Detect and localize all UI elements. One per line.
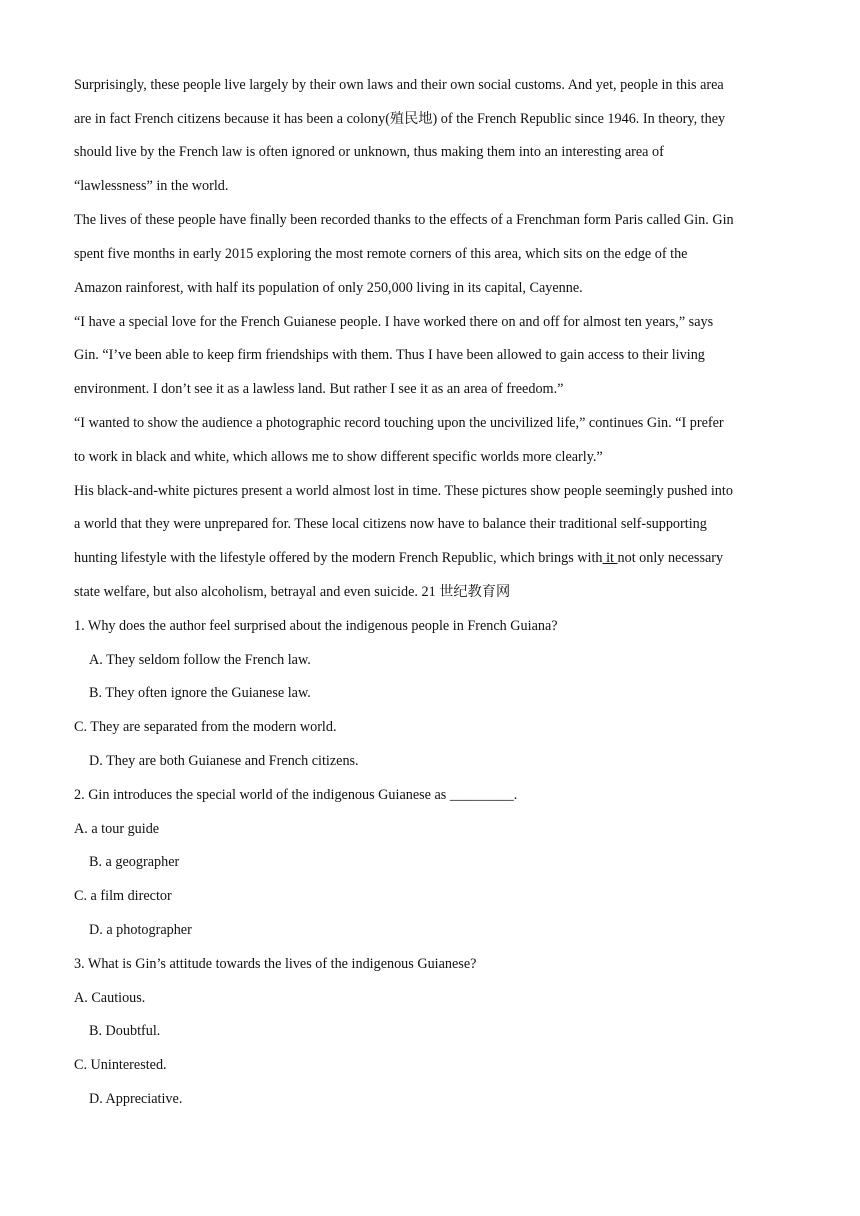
paragraph-5-line-3-start: hunting lifestyle with the lifestyle offered by the modern French Republic, which brings with — [74, 550, 603, 566]
question-2-option-c: C. a film director — [74, 888, 172, 904]
question-2-option-b: B. a geographer — [89, 854, 180, 870]
question-3-option-d: D. Appreciative. — [89, 1091, 183, 1107]
paragraph-3-line-3: environment. I don’t see it as a lawless land. But rather I see it as an area of freedom.” — [74, 381, 564, 397]
question-1-stem: 1. Why does the author feel surprised about the indigenous people in French Guiana? — [74, 618, 558, 634]
question-1-option-d: D. They are both Guianese and French citizens. — [89, 753, 359, 769]
paragraph-5-line-3-end: not only necessary — [617, 550, 724, 566]
question-2-option-a: A. a tour guide — [74, 821, 160, 837]
paragraph-3-line-2: Gin. “I’ve been able to keep firm friendships with them. Thus I have been allowed to gain access to their living — [74, 347, 705, 363]
paragraph-4-line-1: “I wanted to show the audience a photographic record touching upon the uncivilized life,” continues Gin. “I prefer — [74, 415, 724, 431]
question-1-option-a: A. They seldom follow the French law. — [89, 652, 311, 668]
question-2-option-d: D. a photographer — [89, 922, 192, 938]
question-3-option-b: B. Doubtful. — [89, 1023, 161, 1039]
question-1-option-c: C. They are separated from the modern world. — [74, 719, 337, 735]
paragraph-4-line-2: to work in black and white, which allows me to show different specific worlds more clearly.” — [74, 449, 603, 465]
underlined-word-it: it — [602, 550, 618, 566]
question-2-stem: 2. Gin introduces the special world of the indigenous Guianese as _________. — [74, 787, 518, 803]
paragraph-5-line-4: state welfare, but also alcoholism, betrayal and even suicide. 21 世纪教育网 — [74, 584, 511, 600]
paragraph-1-line-2: are in fact French citizens because it has been a colony(殖民地) of the French Republic since 1946. In theory, they — [74, 111, 726, 127]
question-3-option-c: C. Uninterested. — [74, 1057, 167, 1073]
paragraph-5-line-3 — [74, 548, 723, 568]
question-3-option-a: A. Cautious. — [74, 990, 146, 1006]
question-1-option-b: B. They often ignore the Guianese law. — [89, 685, 311, 701]
question-3-stem: 3. What is Gin’s attitude towards the lives of the indigenous Guianese? — [74, 956, 477, 972]
paragraph-2-line-2: spent five months in early 2015 exploring the most remote corners of this area, which sits on the edge of the — [74, 246, 688, 262]
paragraph-1-line-1: Surprisingly, these people live largely by their own laws and their own social customs. And yet, people in this area — [74, 77, 724, 93]
paragraph-3-line-1: “I have a special love for the French Guianese people. I have worked there on and off for almost ten years,” says — [74, 314, 714, 330]
paragraph-2-line-1: The lives of these people have finally been recorded thanks to the effects of a Frenchman form Paris called Gin. Gin — [74, 212, 734, 228]
paragraph-5-line-2: a world that they were unprepared for. These local citizens now have to balance their traditional self-supporting — [74, 516, 707, 532]
paragraph-2-line-3: Amazon rainforest, with half its population of only 250,000 living in its capital, Cayenne. — [74, 280, 583, 296]
paragraph-5-line-1: His black-and-white pictures present a world almost lost in time. These pictures show people seemingly pushed into — [74, 483, 733, 499]
paragraph-1-line-3: should live by the French law is often ignored or unknown, thus making them into an interesting area of — [74, 144, 664, 160]
paragraph-1-line-4: “lawlessness” in the world. — [74, 178, 229, 194]
